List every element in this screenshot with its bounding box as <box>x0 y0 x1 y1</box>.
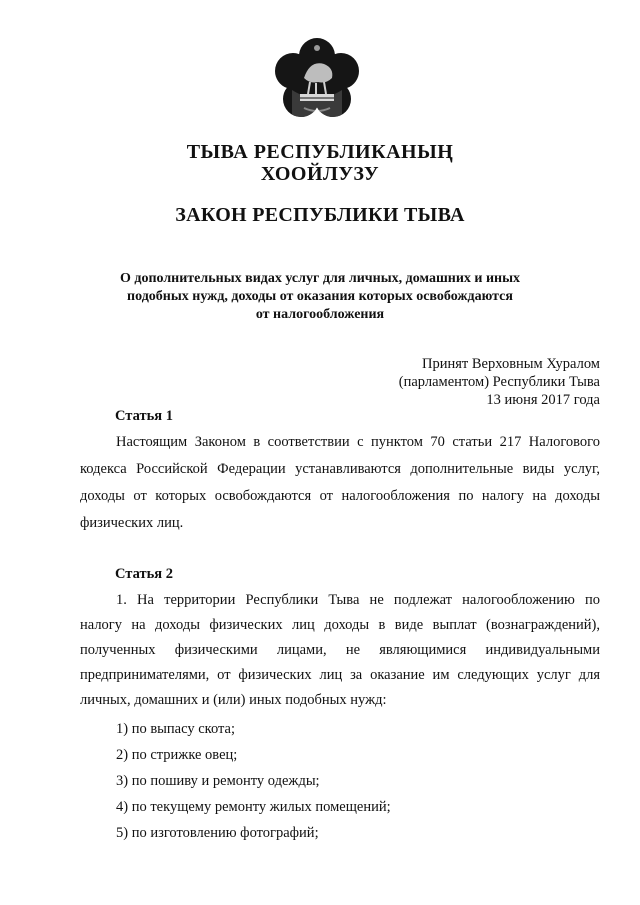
article-2-text <box>80 588 600 713</box>
paragraph-line: полученных физическими лицами, не являющимися индивидуальными <box>80 642 600 658</box>
law-subject-line: подобных нужд, доходы от оказания которых освобождаются <box>127 289 513 304</box>
list-item: 4) по текущему ремонту жилых помещений; <box>116 799 391 815</box>
article-1-text <box>80 429 600 537</box>
adoption-note <box>399 355 600 409</box>
list-item: 5) по изготовлению фотографий; <box>116 825 319 841</box>
paragraph-line: Настоящим Законом в соответствии с пунктом 70 статьи 217 Налогового <box>116 434 600 450</box>
adoption-line: Принят Верховным Хуралом <box>422 356 600 372</box>
paragraph-line: 1. На территории Республики Тыва не подлежат налогообложению по <box>116 592 600 608</box>
list-item: 1) по выпасу скота; <box>116 721 236 737</box>
adoption-line: (парламентом) Республики Тыва <box>398 374 600 390</box>
title-tuvan-line2: ХООЙЛУЗУ <box>260 163 380 185</box>
article-2-heading: Статья 2 <box>115 566 173 582</box>
title-tuvan-line1: ТЫВА РЕСПУБЛИКАНЫҢ <box>186 141 454 163</box>
law-subject-line: О дополнительных видах услуг для личных, домашних и иных <box>119 271 521 286</box>
paragraph-line: предпринимателями, от физических лиц за оказание им следующих услуг для <box>80 667 600 683</box>
service-list <box>116 716 391 846</box>
paragraph-line: доходы от которых освобождаются от налогообложения по налогу на доходы <box>80 488 600 504</box>
article-1-heading: Статья 1 <box>115 408 173 424</box>
paragraph-line: физических лиц. <box>80 515 184 531</box>
paragraph-line: личных, домашних и (или) иных подобных нужд: <box>80 692 387 708</box>
paragraph-line: кодекса Российской Федерации устанавливаются дополнительные виды услуг, <box>80 461 600 477</box>
adoption-date: 13 июня 2017 года <box>486 392 600 408</box>
list-item: 2) по стрижке овец; <box>116 747 238 763</box>
coat-of-arms-icon <box>274 38 360 122</box>
list-item: 3) по пошиву и ремонту одежды; <box>116 773 320 789</box>
paragraph-line: налогу на доходы физических лиц доходы в виде выплат (вознаграждений), <box>80 617 600 633</box>
title-russian: ЗАКОН РЕСПУБЛИКИ ТЫВА <box>175 204 465 226</box>
law-subject-line: от налогообложения <box>255 307 385 322</box>
law-subject <box>100 270 540 324</box>
